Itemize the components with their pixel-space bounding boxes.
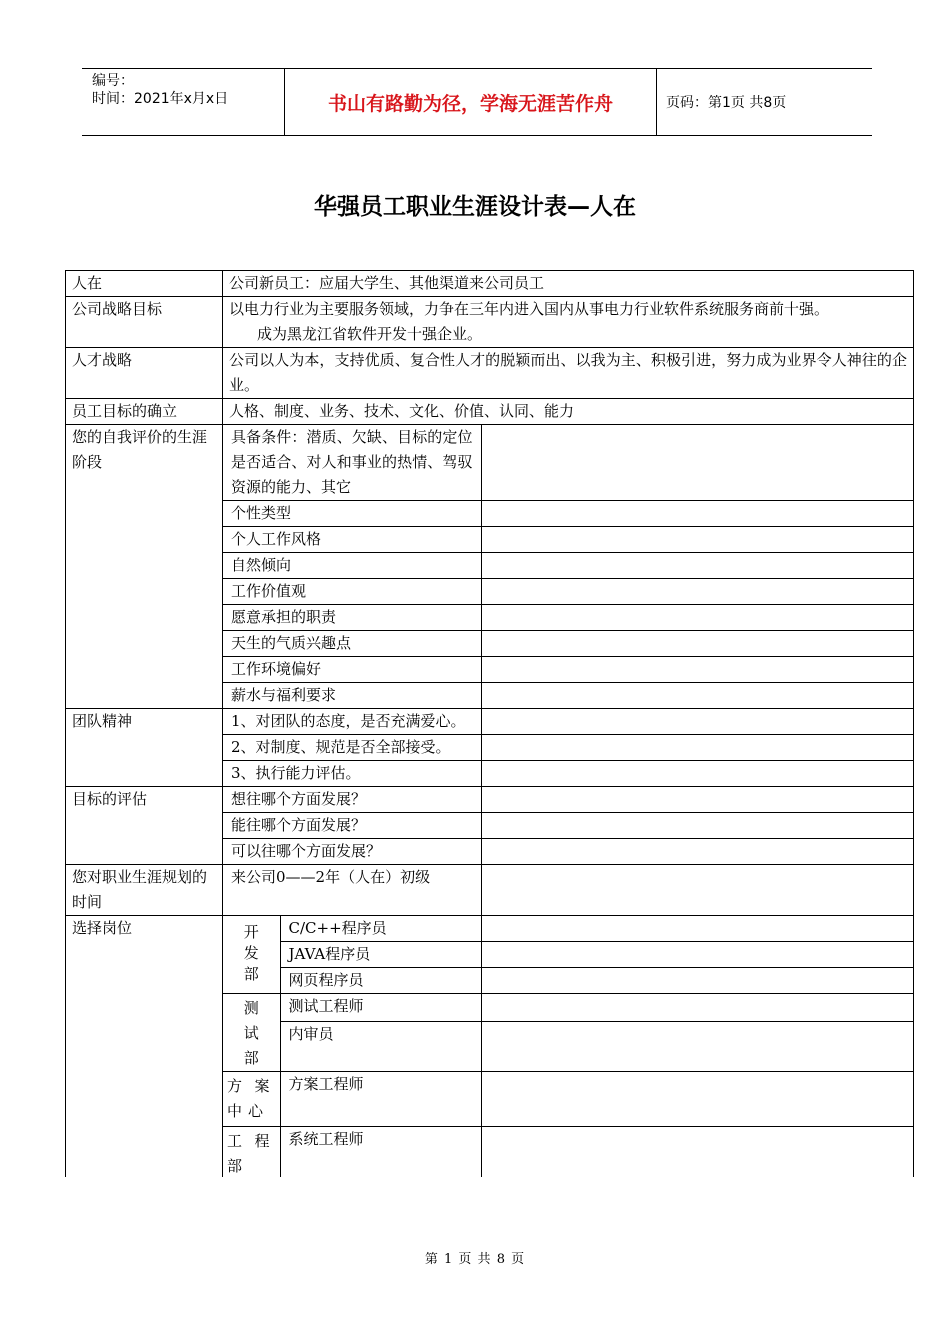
blank-cell (481, 761, 913, 787)
table-row (66, 709, 914, 787)
row-value: 公司以人为本，支持优质、复合性人才的脱颖而出、以我为主、积极引进，努力成为业界令人神往的企业。 (223, 348, 914, 399)
blank-cell (481, 1072, 913, 1127)
item-label: 个性类型 (223, 501, 481, 527)
item-label: 可以往哪个方面发展？ (223, 839, 481, 865)
item-label: 1、对团队的态度，是否充满爱心。 (223, 709, 481, 735)
job-title: 内审员 (280, 1022, 481, 1072)
header-meta (82, 69, 284, 135)
doc-number-label: 编号： (92, 73, 134, 89)
row-label: 您的自我评价的生涯阶段 (66, 425, 223, 709)
table-row (66, 425, 914, 709)
list-item (223, 1022, 913, 1072)
list-item (223, 631, 913, 657)
blank-cell (481, 942, 913, 968)
item-label: 想往哪个方面发展？ (223, 787, 481, 813)
row-label: 目标的评估 (66, 787, 223, 865)
blank-cell (481, 553, 913, 579)
blank-cell (481, 839, 913, 865)
item-label: 自然倾向 (223, 553, 481, 579)
blank-cell (481, 735, 913, 761)
dept-test (223, 994, 280, 1072)
row-value: 人格、制度、业务、技术、文化、价值、认同、能力 (223, 399, 914, 425)
item-label: 愿意承担的职责 (223, 605, 481, 631)
blank-cell (481, 994, 913, 1022)
doc-time-label: 时间：2021年x月x日 (92, 91, 229, 107)
list-item (223, 657, 913, 683)
list-item (223, 553, 913, 579)
blank-cell (481, 709, 913, 735)
positions-subtable (223, 916, 913, 1177)
job-title: 系统工程师 (280, 1127, 481, 1178)
career-design-table (65, 270, 913, 1213)
table-row (66, 865, 914, 916)
row-label: 公司战略目标 (66, 297, 223, 348)
item-label: 工作价值观 (223, 579, 481, 605)
blank-cell (481, 916, 913, 942)
list-item (223, 813, 913, 839)
blank-cell (481, 579, 913, 605)
item-label: 2、对制度、规范是否全部接受。 (223, 735, 481, 761)
item-label: 个人工作风格 (223, 527, 481, 553)
row-label: 员工目标的确立 (66, 399, 223, 425)
list-item (223, 683, 913, 709)
item-label: 来公司0——2年（人在）初级 (223, 865, 481, 915)
list-item (223, 579, 913, 605)
job-title: JAVA程序员 (280, 942, 481, 968)
row-label: 您对职业生涯规划的时间 (66, 865, 223, 916)
blank-cell (481, 968, 913, 994)
blank-cell (481, 605, 913, 631)
table-row (66, 399, 914, 425)
team-subtable (223, 709, 913, 786)
goal-eval-subtable (223, 787, 913, 864)
header-page-number: 页码：第1页 共8页 (666, 95, 787, 111)
list-item (223, 425, 913, 501)
list-item (223, 839, 913, 865)
dept-solution (223, 1072, 280, 1127)
list-item (223, 787, 913, 813)
item-label: 工作环境偏好 (223, 657, 481, 683)
page-footer: 第 1 页 共 8 页 (424, 1252, 526, 1267)
list-item (223, 1127, 913, 1178)
blank-cell (481, 683, 913, 709)
page-header (82, 68, 872, 136)
list-item (223, 605, 913, 631)
table-row (66, 297, 914, 348)
dept-name: 方案中心 (227, 1077, 276, 1120)
table-row (66, 348, 914, 399)
item-label: 3、执行能力评估。 (223, 761, 481, 787)
row-label: 人才战略 (66, 348, 223, 399)
list-item (223, 942, 913, 968)
table-row (66, 787, 914, 865)
job-title: C/C++程序员 (280, 916, 481, 942)
dept-name: 工程部 (227, 1132, 276, 1175)
item-label: 天生的气质兴趣点 (223, 631, 481, 657)
job-title: 方案工程师 (280, 1072, 481, 1127)
list-item (223, 994, 913, 1022)
row-label: 人在 (66, 271, 223, 297)
blank-cell (481, 1022, 913, 1072)
list-item (223, 1072, 913, 1127)
blank-cell (481, 787, 913, 813)
list-item (223, 735, 913, 761)
job-title: 测试工程师 (280, 994, 481, 1022)
dept-dev (223, 916, 280, 994)
row-value: 公司新员工：应届大学生、其他渠道来公司员工 (223, 271, 914, 297)
document-title: 华强员工职业生涯设计表—人在 (314, 194, 636, 220)
job-title: 网页程序员 (280, 968, 481, 994)
table-row (66, 916, 914, 1178)
self-eval-subtable (223, 425, 913, 708)
table-row (66, 271, 914, 297)
dept-name: 测试部 (243, 999, 259, 1067)
item-label: 薪水与福利要求 (223, 683, 481, 709)
list-item (223, 916, 913, 942)
plan-time-subtable (223, 865, 913, 915)
dept-name: 开发部 (243, 923, 259, 983)
item-label: 具备条件：潜质、欠缺、目标的定位是否适合、对人和事业的热情、驾驭资源的能力、其它 (223, 425, 481, 501)
list-item (223, 527, 913, 553)
row-value (223, 297, 914, 348)
header-motto: 书山有路勤为径，学海无涯苦作舟 (284, 69, 657, 135)
list-item (223, 501, 913, 527)
blank-cell (481, 527, 913, 553)
row-label: 团队精神 (66, 709, 223, 787)
row-label: 选择岗位 (66, 916, 223, 1178)
dept-engineering (223, 1127, 280, 1178)
strategy-line-1: 以电力行业为主要服务领域，力争在三年内进入国内从事电力行业软件系统服务商前十强。 (229, 300, 830, 318)
blank-cell (481, 1127, 913, 1178)
blank-cell (481, 865, 913, 915)
blank-cell (481, 501, 913, 527)
strategy-line-2: 成为黑龙江省软件开发十强企业。 (257, 325, 483, 343)
item-label: 能往哪个方面发展？ (223, 813, 481, 839)
blank-cell (481, 631, 913, 657)
blank-cell (481, 657, 913, 683)
list-item (223, 968, 913, 994)
list-item (223, 709, 913, 735)
list-item (223, 865, 913, 915)
blank-cell (481, 813, 913, 839)
blank-cell (481, 425, 913, 501)
list-item (223, 761, 913, 787)
